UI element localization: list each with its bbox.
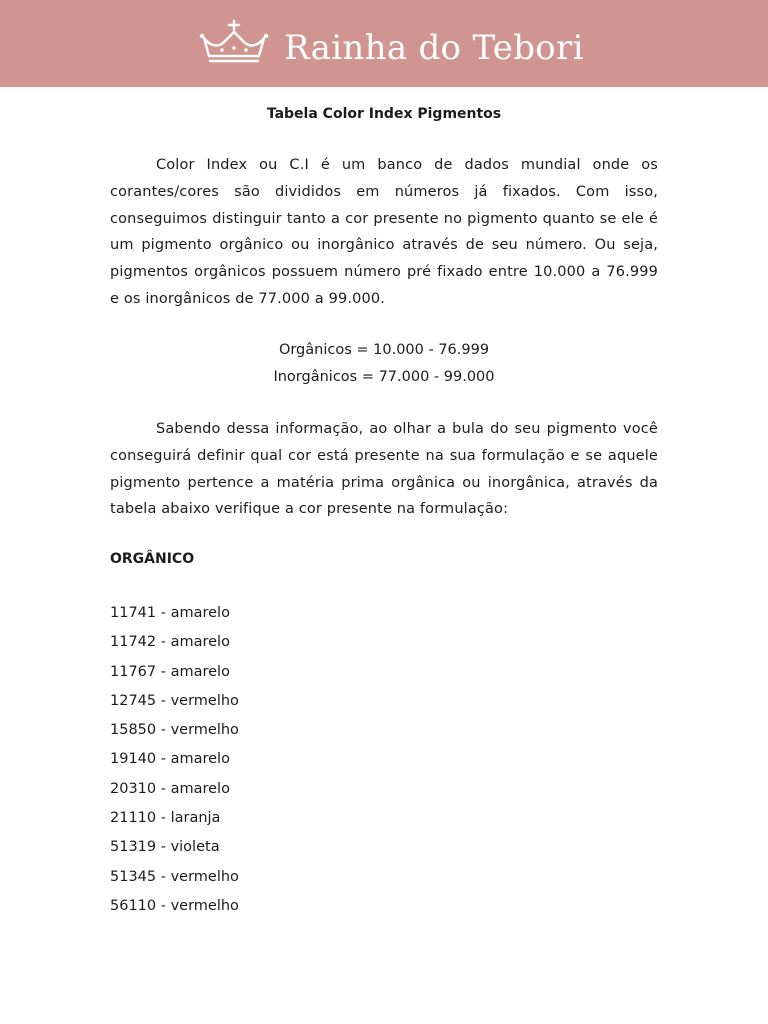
page-title: Tabela Color Index Pigmentos [266,106,502,122]
range-inorganic: Inorgânicos = 77.000 - 99.000 [273,369,495,385]
list-item: 11741 - amarelo [110,605,230,621]
range-organic: Orgânicos = 10.000 - 76.999 [278,342,490,358]
crown-icon [196,18,272,64]
section-title-organic: ORGÂNICO [110,551,195,567]
header-banner [0,0,768,87]
list-item: 19140 - amarelo [110,751,230,768]
list-item: 20310 - amarelo [110,780,230,797]
list-item: 21110 - laranja [110,810,221,827]
ranges-block [110,337,658,391]
list-item: 11767 - amarelo [110,663,230,680]
intro-paragraph: Color Index ou C.I é um banco de dados mundial onde os corantes/cores são divididos em números já fixados. Com isso, conseguimos distinguir tanto a cor presente no pigmento quanto se ele é um pigmento orgânico ou inorgânico através de seu número. Ou seja, pigmentos orgânicos possuem número pré fixado entre 10.000 a 76.999 e os inorgânicos de 77.000 a 99.000. [110,157,658,307]
list-item: 56110 - vermelho [110,897,239,914]
list-item: 12745 - vermelho [110,692,239,709]
list-item: 51319 - violeta [110,839,220,856]
list-item: 11742 - amarelo [110,634,230,651]
list-item: 51345 - vermelho [110,868,239,885]
brand-name: Rainha do Tebori [284,28,584,68]
organic-pigment-list [110,600,239,922]
instruction-paragraph: Sabendo dessa informação, ao olhar a bula do seu pigmento você conseguirá definir qual cor está presente na sua formulação e se aquele pigmento pertence a matéria prima orgânica ou inorgânica, através da tabela abaixo verifique a cor presente na formulação: [110,421,658,518]
list-item: 15850 - vermelho [110,722,239,739]
